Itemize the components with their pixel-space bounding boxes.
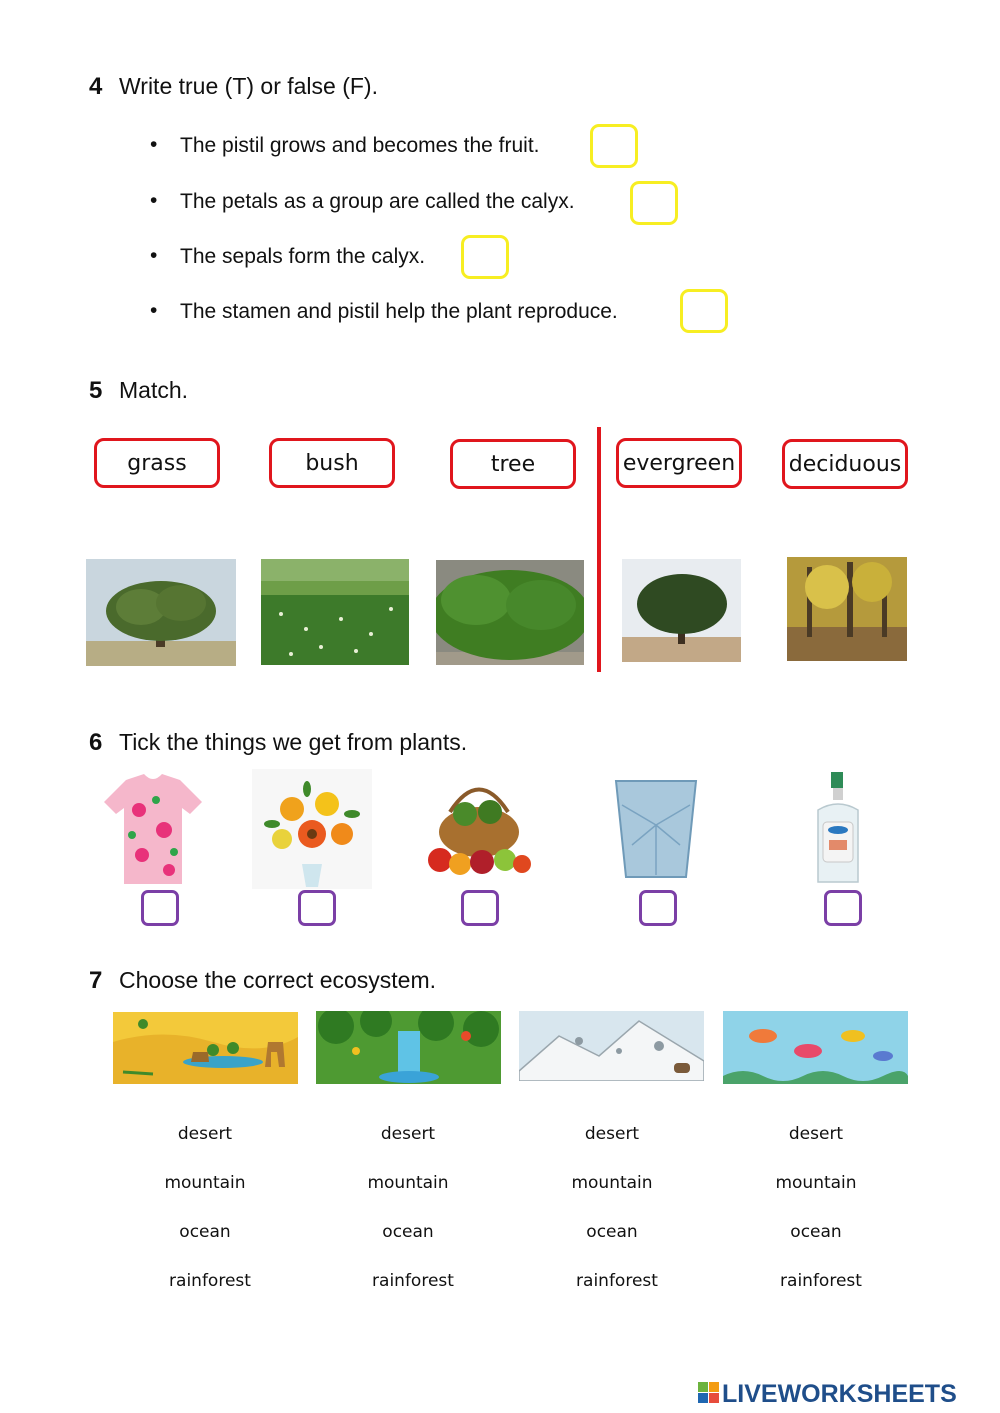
bush-photo[interactable]: [436, 560, 584, 665]
flowers-picture: [252, 769, 372, 889]
glass-picture: [612, 775, 700, 883]
tick-box-fruit[interactable]: [461, 890, 499, 926]
answer-box-1[interactable]: [590, 124, 638, 168]
tick-box-perfume[interactable]: [824, 890, 862, 926]
option-desert-4[interactable]: desert: [788, 1124, 844, 1144]
statement-1: • The pistil grows and becomes the fruit.: [180, 134, 540, 158]
question-5-number: 5: [89, 377, 103, 404]
option-mountain-1[interactable]: mountain: [164, 1173, 246, 1193]
question-4-number: 4: [89, 73, 103, 100]
option-desert-1[interactable]: desert: [177, 1124, 233, 1144]
option-mountain-3[interactable]: mountain: [571, 1173, 653, 1193]
ocean-illustration: [723, 1011, 908, 1084]
tick-box-shirt[interactable]: [141, 890, 179, 926]
question-6-number: 6: [89, 729, 103, 756]
option-rainforest-1[interactable]: rainforest: [169, 1271, 251, 1291]
option-rainforest-2[interactable]: rainforest: [372, 1271, 454, 1291]
option-ocean-4[interactable]: ocean: [790, 1222, 842, 1242]
answer-box-3[interactable]: [461, 235, 509, 279]
word-deciduous[interactable]: deciduous: [782, 439, 908, 489]
word-evergreen[interactable]: evergreen: [616, 438, 742, 488]
option-desert-3[interactable]: desert: [584, 1124, 640, 1144]
question-6-instruction: Tick the things we get from plants.: [119, 729, 468, 755]
liveworksheets-logo: [698, 1380, 996, 1406]
question-7-instruction: Choose the correct ecosystem.: [119, 967, 437, 993]
option-ocean-1[interactable]: ocean: [179, 1222, 231, 1242]
question-5-instruction: Match.: [119, 377, 189, 403]
mountain-illustration: [519, 1011, 704, 1081]
option-mountain-4[interactable]: mountain: [775, 1173, 857, 1193]
evergreen-photo[interactable]: [622, 559, 741, 662]
deciduous-photo[interactable]: [787, 557, 907, 661]
tick-box-flowers[interactable]: [298, 890, 336, 926]
question-4-instruction: Write true (T) or false (F).: [119, 73, 378, 99]
statement-2: • The petals as a group are called the calyx.: [180, 190, 575, 214]
liveworksheets-brand: LIVEWORKSHEETS: [722, 1380, 957, 1406]
perfume-bottle-picture: [803, 770, 873, 888]
statement-3: • The sepals form the calyx.: [180, 245, 425, 269]
word-tree[interactable]: tree: [450, 439, 576, 489]
option-ocean-2[interactable]: ocean: [382, 1222, 434, 1242]
word-grass[interactable]: grass: [94, 438, 220, 488]
desert-illustration: [113, 1012, 298, 1084]
tree-photo[interactable]: [86, 559, 236, 666]
rainforest-illustration: [316, 1011, 501, 1084]
grass-photo[interactable]: [261, 559, 409, 665]
section-divider: [597, 427, 601, 672]
word-bush[interactable]: bush: [269, 438, 395, 488]
shirt-picture: [94, 770, 212, 890]
option-mountain-2[interactable]: mountain: [367, 1173, 449, 1193]
answer-box-2[interactable]: [630, 181, 678, 225]
tick-box-glass[interactable]: [639, 890, 677, 926]
option-desert-2[interactable]: desert: [380, 1124, 436, 1144]
answer-box-4[interactable]: [680, 289, 728, 333]
question-7-number: 7: [89, 967, 103, 994]
option-rainforest-3[interactable]: rainforest: [576, 1271, 658, 1291]
option-rainforest-4[interactable]: rainforest: [780, 1271, 862, 1291]
fruit-basket-picture: [420, 772, 538, 882]
option-ocean-3[interactable]: ocean: [586, 1222, 638, 1242]
statement-4: • The stamen and pistil help the plant reproduce.: [180, 300, 618, 324]
